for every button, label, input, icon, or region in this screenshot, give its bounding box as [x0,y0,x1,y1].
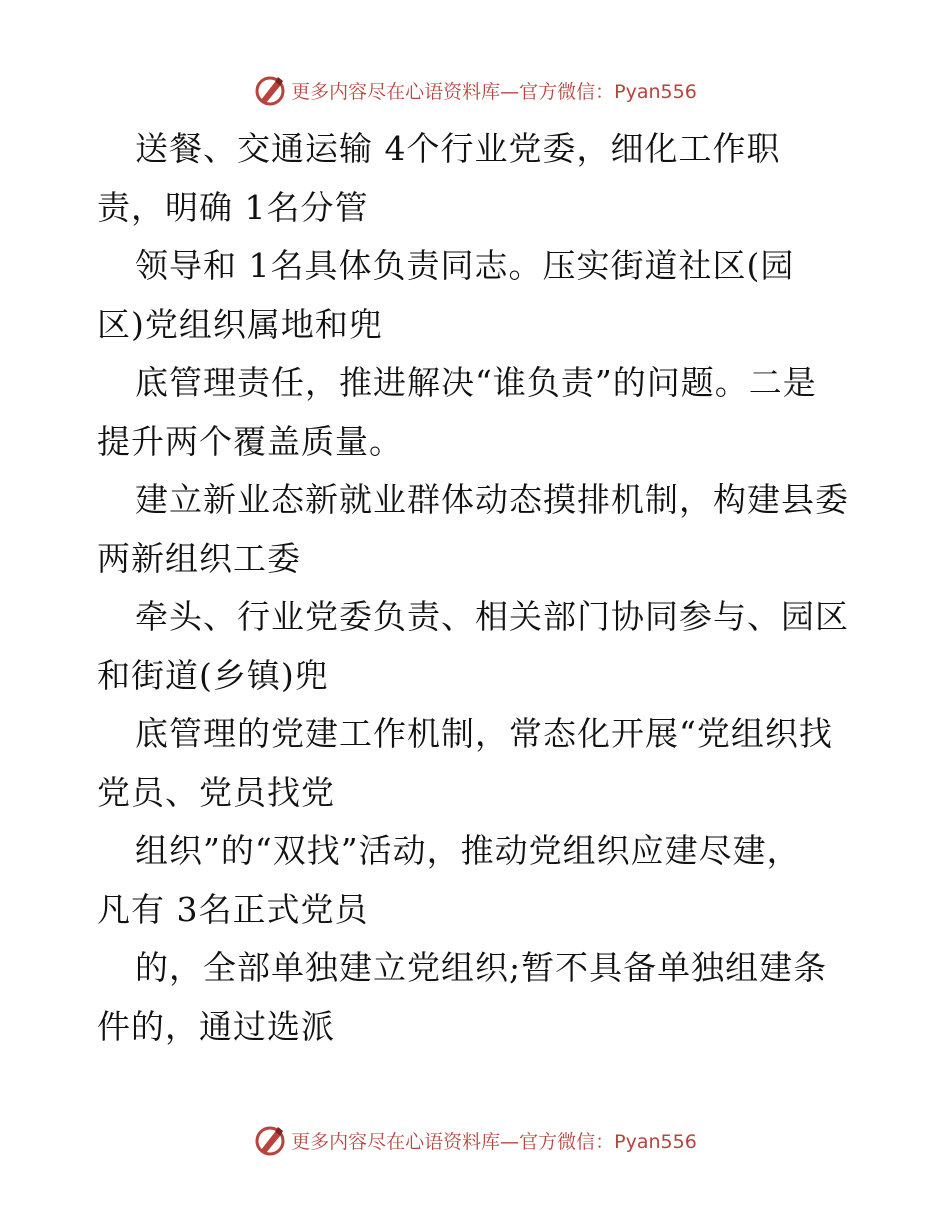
paragraph-line: 党员、党员找党 [97,772,335,812]
paragraph-line: 凡有 3名正式党员 [97,889,369,929]
paragraph-line: 和街道(乡镇)兜 [97,655,329,695]
pen-logo-icon [253,73,287,107]
paragraph-line: 牵头、行业党委负责、相关部门协同参与、园区 [135,597,849,636]
paragraph-line: 组织”的“双找”活动，推动党组织应建尽建， [135,831,801,870]
paragraph-line: 送餐、交通运输 4个行业党委，细化工作职 [135,129,781,168]
paragraph-line: 件的，通过选派 [97,1006,335,1046]
paragraph-line: 建立新业态新就业群体动态摸排机制，构建县委 [135,480,849,519]
footer-banner [0,1120,950,1160]
header-banner-text: 更多内容尽在心语资料库—官方微信：Pyan556 [291,80,697,103]
paragraph-line: 区)党组织属地和兜 [97,304,383,344]
paragraph-line: 两新组织工委 [97,538,301,578]
document-body [97,120,857,1056]
header-banner [0,70,950,110]
paragraph-line: 底管理责任，推进解决“谁负责”的问题。二是 [135,363,817,402]
paragraph-line: 领导和 1名具体负责同志。压实街道社区(园 [135,246,795,285]
paragraph-line: 的，全部单独建立党组织;暂不具备单独组建条 [135,948,828,987]
paragraph-line: 责，明确 1名分管 [97,187,369,227]
paragraph-line: 底管理的党建工作机制，常态化开展“党组织找 [135,714,833,753]
footer-banner-text: 更多内容尽在心语资料库—官方微信：Pyan556 [291,1130,697,1153]
pen-logo-icon [253,1123,287,1157]
paragraph-line: 提升两个覆盖质量。 [97,421,403,461]
